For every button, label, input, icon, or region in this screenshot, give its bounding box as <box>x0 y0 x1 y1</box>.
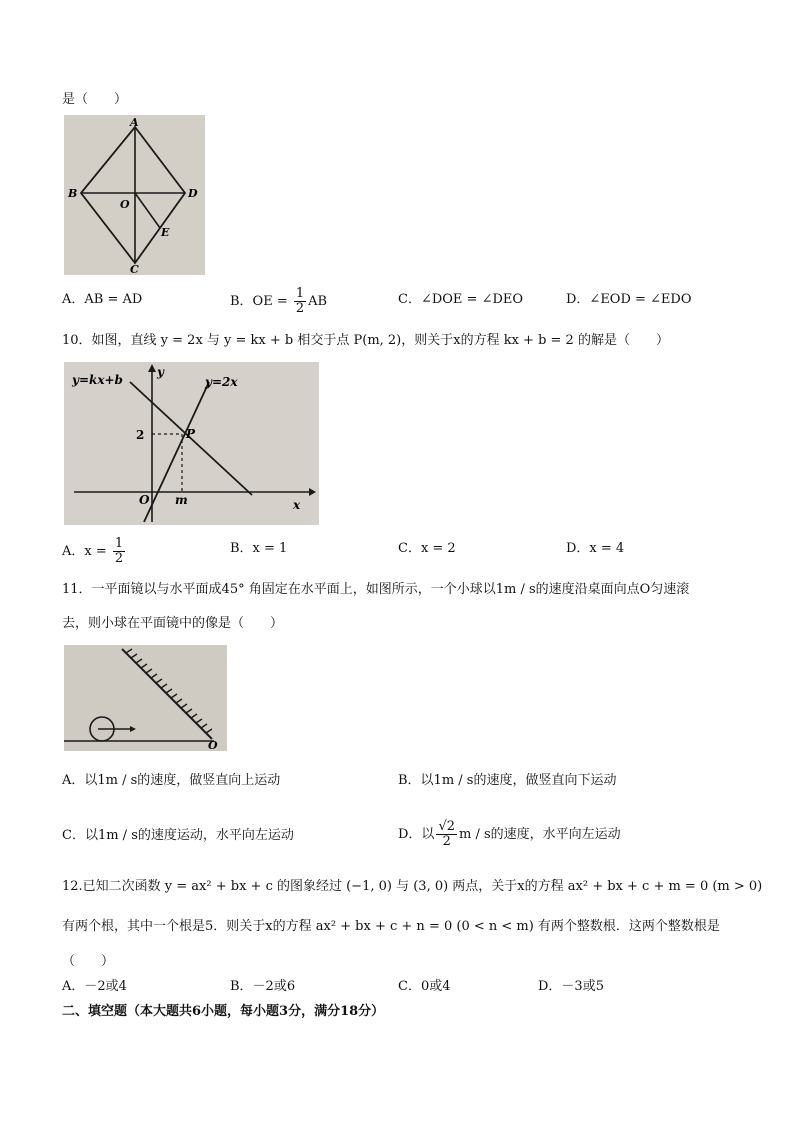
q12-stem-line1: 12.已知二次函数 y = ax² + bx + c 的图象经过 (−1, 0) 与 (3, 0) 两点，关于x的方程 ax² + bx + c + m = 0 (m > 0) <box>62 879 763 894</box>
q11-option-d: D．以 $\frac{√2}{2}$ m / s的速度，水平向左运动 <box>398 819 621 849</box>
q12-option-b: B．－2或6 <box>230 979 296 994</box>
label-a: A <box>130 116 139 129</box>
q10-option-c: C．x = 2 <box>398 541 456 556</box>
q12-option-d: D．－3或5 <box>538 979 604 994</box>
q11-mirror-figure <box>64 645 227 751</box>
label-x-axis: x <box>293 498 301 512</box>
label-point-p: P <box>186 427 196 441</box>
label-x-tick-m: m <box>175 493 188 507</box>
label-b: B <box>68 187 78 200</box>
label-o: O <box>208 739 218 751</box>
q9-option-d: D．∠EOD = ∠EDO <box>566 292 692 307</box>
q11-option-a: A．以1m / s的速度，做竖直向上运动 <box>62 773 281 788</box>
q11-option-b: B．以1m / s的速度，做竖直向下运动 <box>398 773 617 788</box>
q10-option-d: D．x = 4 <box>566 541 625 556</box>
q12-stem-line3: （ ） <box>62 954 115 969</box>
label-o: O <box>120 198 130 211</box>
q9-rhombus-figure <box>64 115 205 275</box>
q10-stem: 10．如图，直线 y = 2x 与 y = kx + b 相交于点 P(m, 2)，则关于x的方程 kx + b = 2 的解是（ ） <box>62 333 669 348</box>
q11-stem-line1: 11．一平面镜以与水平面成45° 角固定在水平面上，如图所示，一个小球以1m / s的速度沿桌面向点O匀速滚 <box>62 582 690 597</box>
label-origin: O <box>139 493 150 507</box>
q9-stem-tail: 是（ ） <box>62 92 128 107</box>
q12-stem-line2: 有两个根，其中一个根是5．则关于x的方程 ax² + bx + c + n = 0 (0 < n < m) 有两个整数根．这两个整数根是 <box>62 919 720 934</box>
label-line-2x: y=2x <box>205 375 238 389</box>
q12-option-c: C．0或4 <box>398 979 451 994</box>
q11-stem-line2: 去，则小球在平面镜中的像是（ ） <box>62 616 284 631</box>
label-y-axis: y <box>157 365 164 379</box>
q12-option-a: A．－2或4 <box>62 979 127 994</box>
q9-option-a: A．AB = AD <box>62 292 143 307</box>
q10-graph-figure <box>64 362 319 525</box>
fraction: $\frac{1}{2}$ <box>114 536 124 566</box>
label-y-tick-2: 2 <box>136 428 145 442</box>
q9-option-b: B．OE = $\frac{1}{2}$ AB <box>230 286 328 316</box>
label-d: D <box>188 187 198 200</box>
fraction: $\frac{√2}{2}$ <box>438 819 455 849</box>
q9-option-c: C．∠DOE = ∠DEO <box>398 292 524 307</box>
q11-option-c: C．以1m / s的速度运动，水平向左运动 <box>62 828 294 843</box>
label-e: E <box>161 226 170 239</box>
q10-option-b: B．x = 1 <box>230 541 288 556</box>
label-c: C <box>130 263 139 275</box>
q10-option-a: A．x = $\frac{1}{2}$ <box>62 536 124 566</box>
fraction: $\frac{1}{2}$ <box>295 286 305 316</box>
section-2-title: 二、填空题（本大题共6小题，每小题3分，满分18分） <box>62 1004 385 1019</box>
label-line-kxb: y=kx+b <box>72 373 123 387</box>
